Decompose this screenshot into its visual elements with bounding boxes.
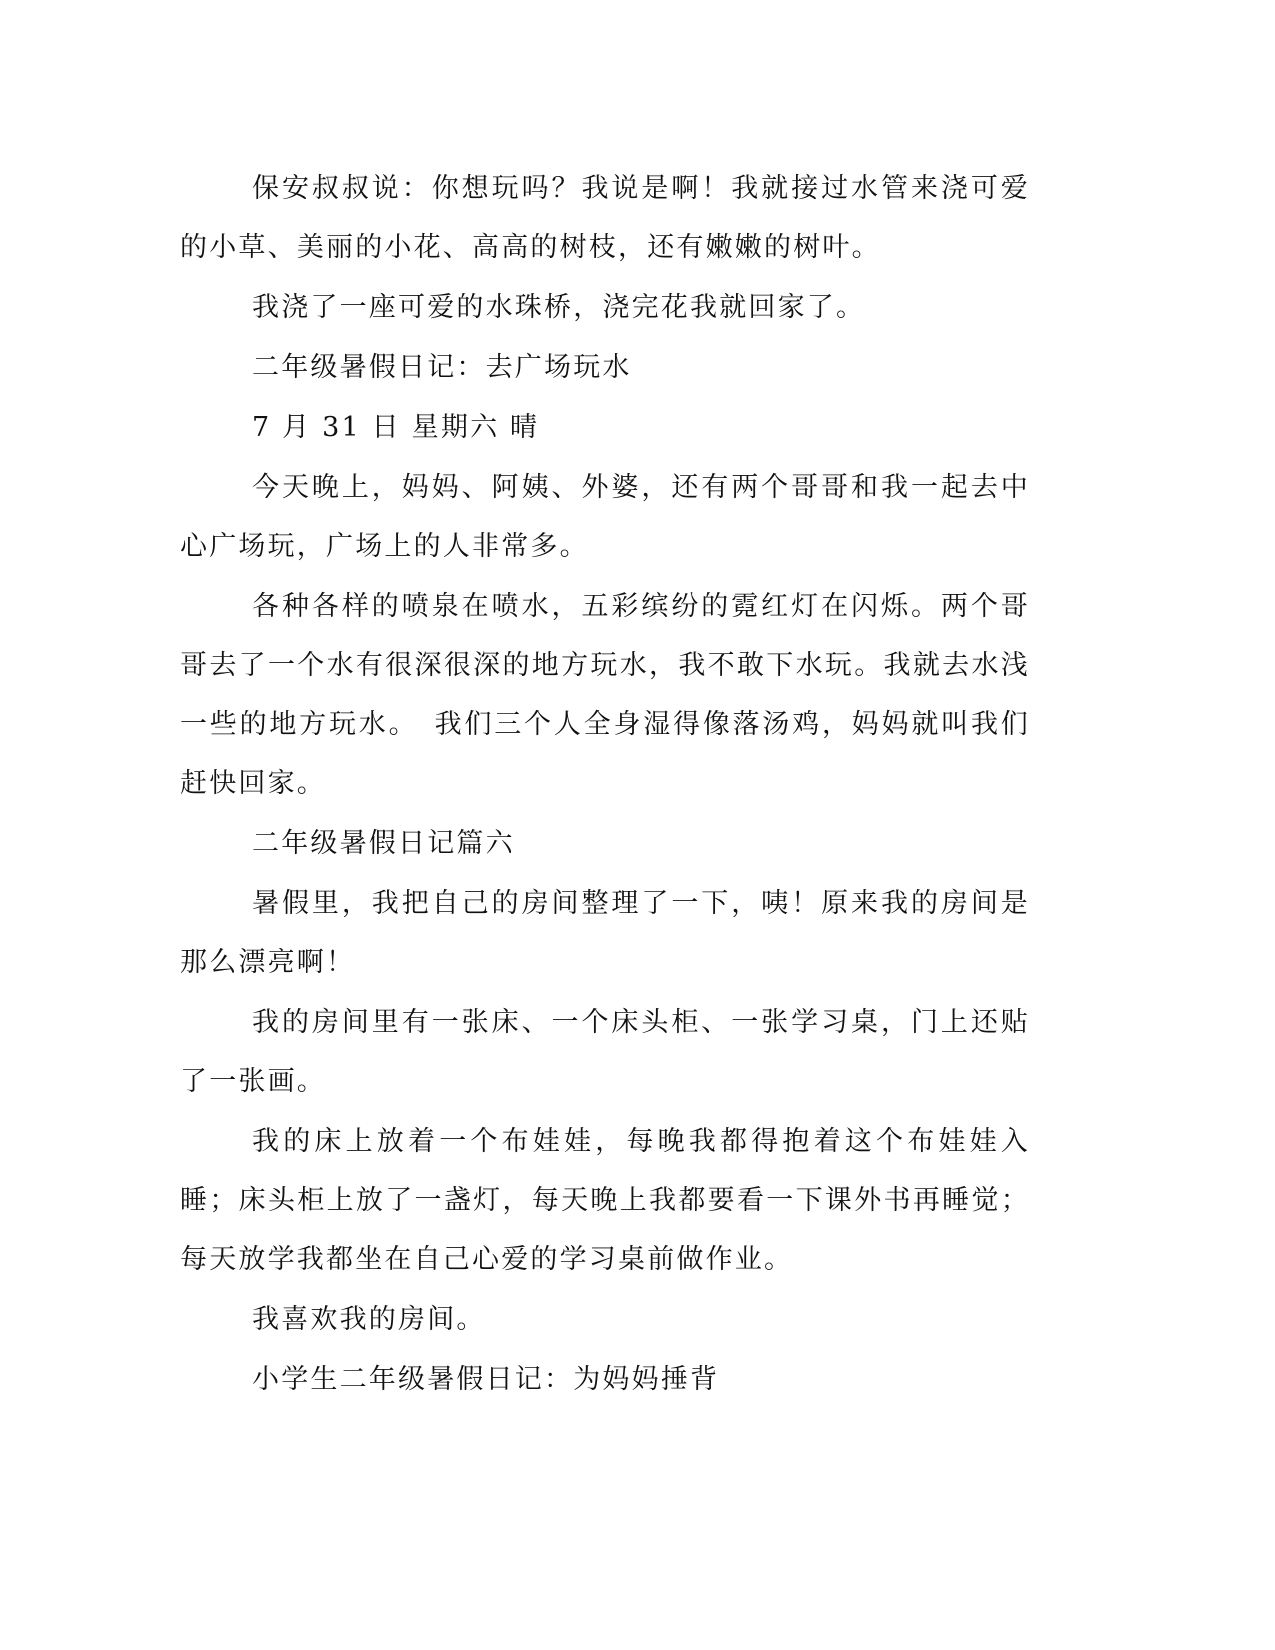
section-heading: 小学生二年级暑假日记：为妈妈捶背 (252, 1364, 720, 1395)
paragraph: 我的床上放着一个布娃娃，每晚我都得抱着这个布娃娃入睡；床头柜上放了一盏灯，每天晚上我都要看一下课外书再睡觉；每天放学我都坐在自己心爱的学习桌前做作业。 (180, 1126, 1030, 1275)
paragraph: 今天晚上，妈妈、阿姨、外婆，还有两个哥哥和我一起去中心广场玩，广场上的人非常多。 (180, 472, 1030, 562)
paragraph: 各种各样的喷泉在喷水，五彩缤纷的霓红灯在闪烁。两个哥哥去了一个水有很深很深的地方玩水，我不敢下水玩。我就去水浅一些的地方玩水。 我们三个人全身湿得像落汤鸡，妈妈就叫我们赶快回家。 (180, 591, 1030, 799)
paragraph: 暑假里，我把自己的房间整理了一下，咦！原来我的房间是那么漂亮啊！ (180, 888, 1030, 978)
document-body (180, 159, 1030, 1410)
section-heading: 二年级暑假日记篇六 (252, 828, 515, 859)
paragraph: 保安叔叔说：你想玩吗？我说是啊！我就接过水管来浇可爱的小草、美丽的小花、高高的树枝，还有嫩嫩的树叶。 (180, 173, 1030, 263)
section-heading: 二年级暑假日记：去广场玩水 (252, 352, 632, 383)
paragraph: 我浇了一座可爱的水珠桥，浇完花我就回家了。 (252, 292, 866, 323)
paragraph: 我喜欢我的房间。 (252, 1304, 486, 1335)
paragraph: 我的房间里有一张床、一个床头柜、一张学习桌，门上还贴了一张画。 (180, 1007, 1030, 1097)
diary-date: 7 月 31 日 星期六 晴 (252, 412, 540, 443)
